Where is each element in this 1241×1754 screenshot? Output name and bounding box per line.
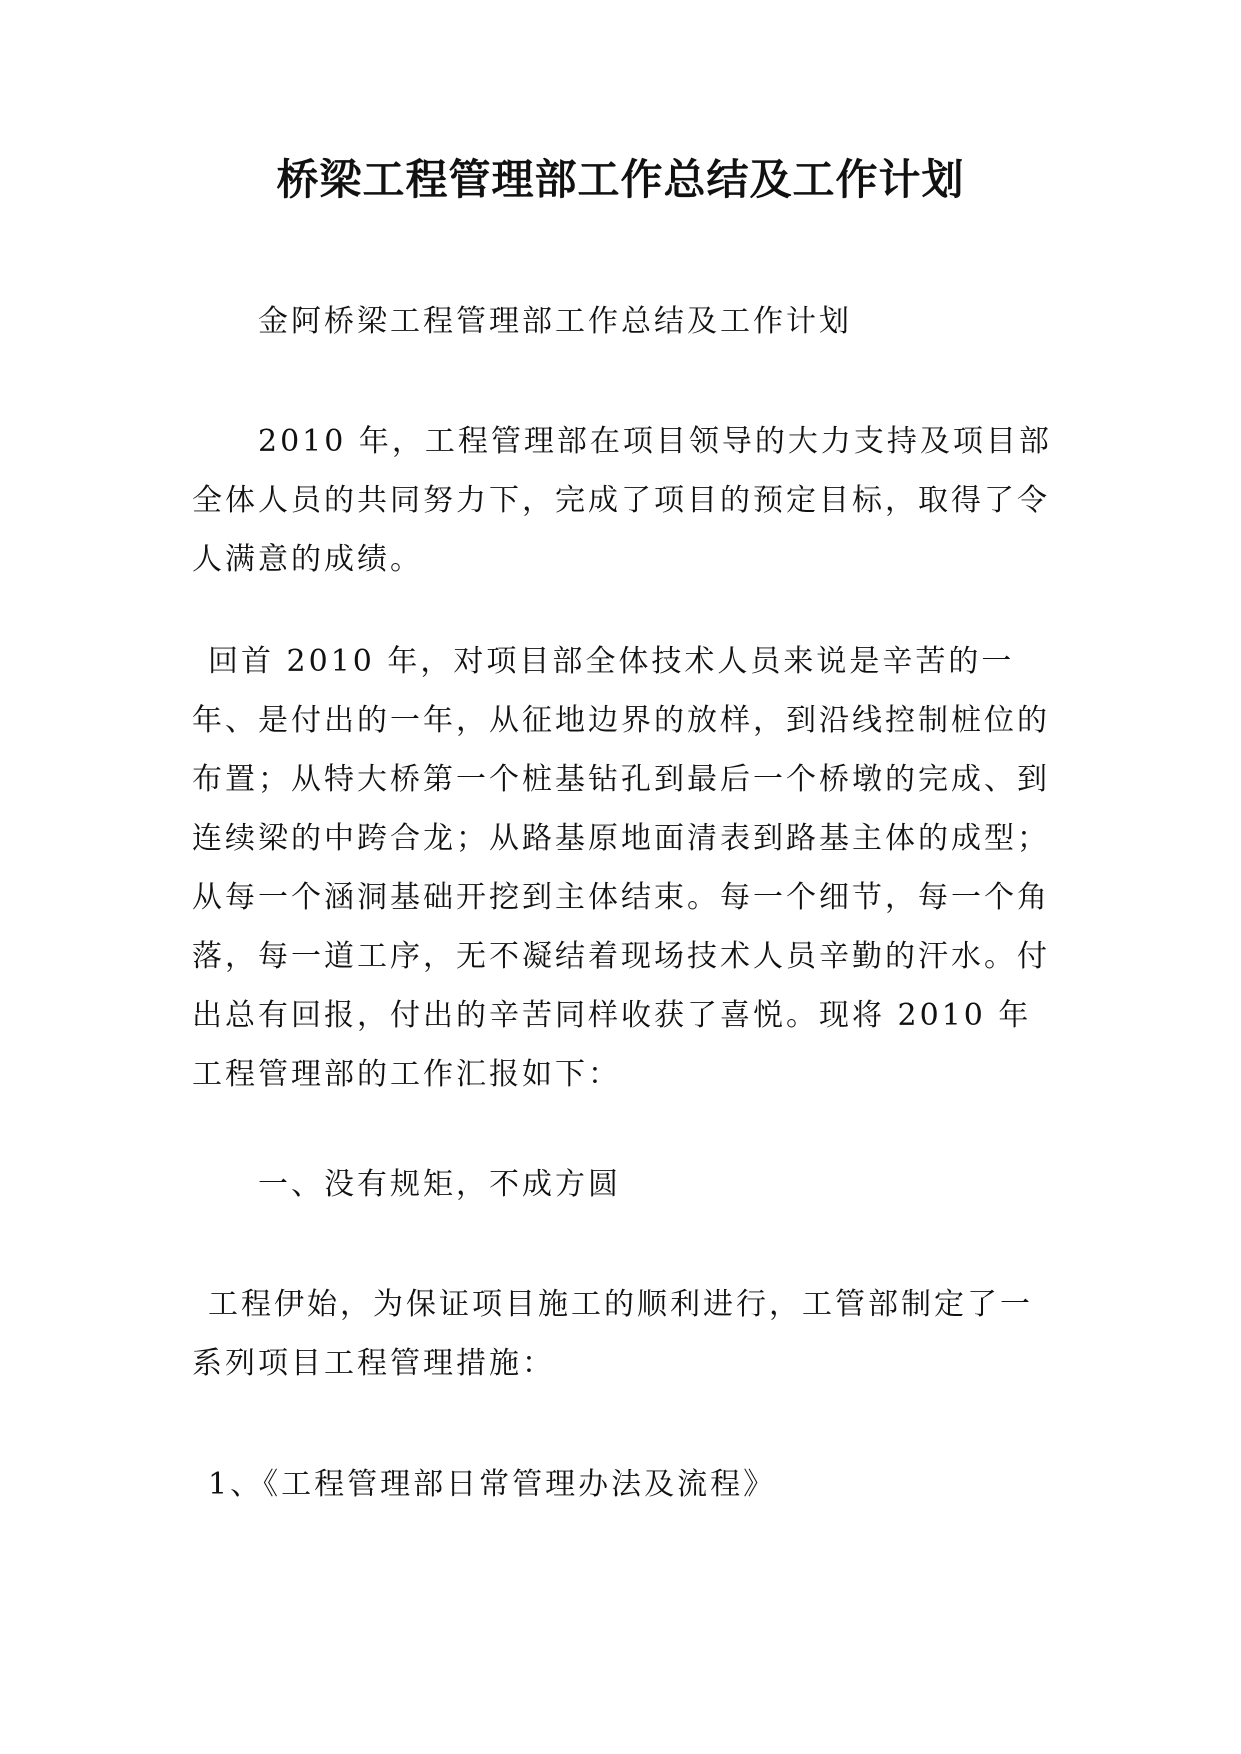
paragraph-review: 回首 2010 年，对项目部全体技术人员来说是辛苦的一年、是付出的一年，从征地边界的放样，到沿线控制桩位的布置；从特大桥第一个桩基钻孔到最后一个桥墩的完成、到连续梁的中跨合龙；从路基原地面清表到路基主体的成型；从每一个涵洞基础开挖到主体结束。每一个细节，每一个角落，每一道工序，无不凝结着现场技术人员辛勤的汗水。付出总有回报，付出的辛苦同样收获了喜悦。现将 2010 年工程管理部的工作汇报如下： [192,644,1050,1092]
list-item-1: 1、《工程管理部日常管理办法及流程》 [208,1467,777,1502]
document-title: 桥梁工程管理部工作总结及工作计划 [276,155,965,204]
document-subtitle: 金阿桥梁工程管理部工作总结及工作计划 [258,304,852,339]
paragraph-intro: 2010 年，工程管理部在项目领导的大力支持及项目部全体人员的共同努力下，完成了项目的预定目标，取得了令人满意的成绩。 [192,424,1052,577]
paragraph-measures: 工程伊始，为保证项目施工的顺利进行，工管部制定了一系列项目工程管理措施： [192,1287,1033,1381]
section-heading-1: 一、没有规矩，不成方圆 [258,1167,621,1202]
